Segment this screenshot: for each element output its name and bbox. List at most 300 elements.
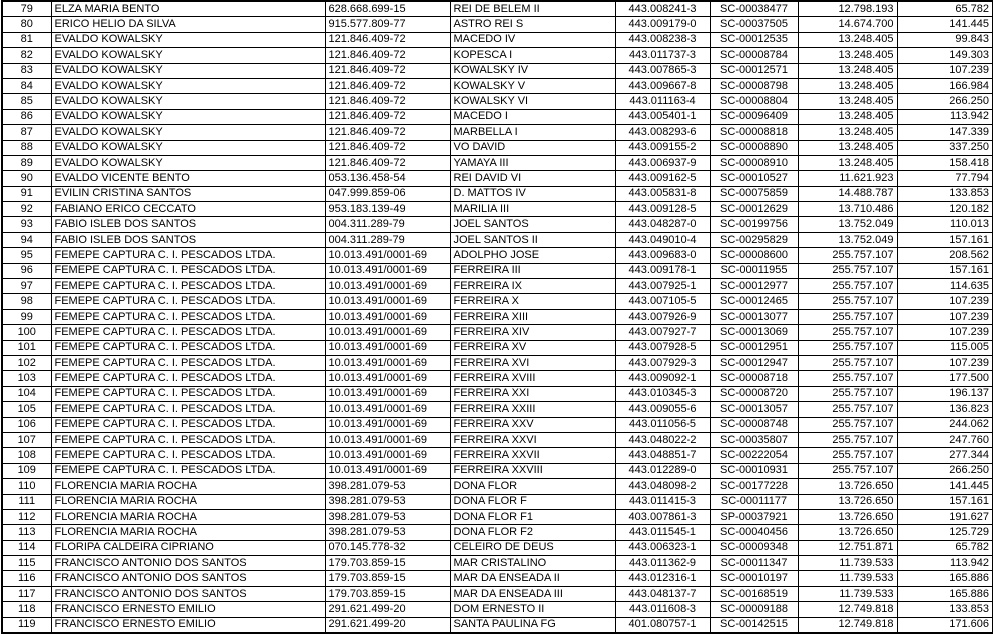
cell-tax-id: 10.013.491/0001-69 xyxy=(325,279,450,294)
cell-amount-2: 125.729 xyxy=(897,525,993,540)
table-row xyxy=(2,432,993,447)
cell-state-code: SC-00295829 xyxy=(710,232,798,247)
cell-amount-1: 13.248.405 xyxy=(798,94,897,109)
cell-state-code: SC-00009188 xyxy=(710,602,798,617)
cell-amount-2: 107.239 xyxy=(897,294,993,309)
table-row xyxy=(2,463,993,478)
cell-owner-name: FLORENCIA MARIA ROCHA xyxy=(51,494,325,509)
cell-row-number: 84 xyxy=(2,78,51,93)
cell-owner-name: EVALDO KOWALSKY xyxy=(51,140,325,155)
cell-owner-name: FEMEPE CAPTURA C. I. PESCADOS LTDA. xyxy=(51,463,325,478)
cell-row-number: 82 xyxy=(2,48,51,63)
cell-amount-1: 13.726.650 xyxy=(798,509,897,524)
cell-tax-id: 121.846.409-72 xyxy=(325,109,450,124)
cell-registration-number: 443.012289-0 xyxy=(615,463,710,478)
cell-amount-1: 13.726.650 xyxy=(798,494,897,509)
cell-registration-number: 443.008238-3 xyxy=(615,32,710,47)
cell-owner-name: FEMEPE CAPTURA C. I. PESCADOS LTDA. xyxy=(51,386,325,401)
table-row xyxy=(2,63,993,78)
cell-owner-name: FEMEPE CAPTURA C. I. PESCADOS LTDA. xyxy=(51,263,325,278)
cell-tax-id: 121.846.409-72 xyxy=(325,125,450,140)
cell-amount-2: 157.161 xyxy=(897,494,993,509)
cell-amount-1: 13.248.405 xyxy=(798,78,897,93)
cell-tax-id: 10.013.491/0001-69 xyxy=(325,294,450,309)
cell-amount-2: 208.562 xyxy=(897,248,993,263)
table-row xyxy=(2,217,993,232)
cell-owner-name: EVALDO KOWALSKY xyxy=(51,78,325,93)
cell-tax-id: 004.311.289-79 xyxy=(325,232,450,247)
table-row xyxy=(2,263,993,278)
cell-amount-2: 65.782 xyxy=(897,1,993,17)
cell-tax-id: 121.846.409-72 xyxy=(325,155,450,170)
cell-amount-1: 255.757.107 xyxy=(798,417,897,432)
cell-amount-2: 157.161 xyxy=(897,232,993,247)
cell-amount-2: 133.853 xyxy=(897,186,993,201)
cell-registration-number: 443.007929-3 xyxy=(615,355,710,370)
table-row xyxy=(2,309,993,324)
cell-amount-1: 13.248.405 xyxy=(798,32,897,47)
cell-state-code: SC-00013069 xyxy=(710,325,798,340)
cell-owner-name: FEMEPE CAPTURA C. I. PESCADOS LTDA. xyxy=(51,355,325,370)
cell-amount-2: 77.794 xyxy=(897,171,993,186)
cell-amount-1: 255.757.107 xyxy=(798,248,897,263)
cell-owner-name: FEMEPE CAPTURA C. I. PESCADOS LTDA. xyxy=(51,294,325,309)
cell-vessel-name: KOWALSKY IV xyxy=(450,63,615,78)
cell-vessel-name: REI DAVID VI xyxy=(450,171,615,186)
cell-tax-id: 10.013.491/0001-69 xyxy=(325,417,450,432)
cell-tax-id: 10.013.491/0001-69 xyxy=(325,448,450,463)
cell-amount-2: 113.942 xyxy=(897,109,993,124)
table-row xyxy=(2,48,993,63)
cell-amount-2: 177.500 xyxy=(897,371,993,386)
cell-state-code: SC-00012535 xyxy=(710,32,798,47)
cell-state-code: SC-00168519 xyxy=(710,586,798,601)
table-row xyxy=(2,109,993,124)
cell-owner-name: FEMEPE CAPTURA C. I. PESCADOS LTDA. xyxy=(51,340,325,355)
cell-registration-number: 443.011737-3 xyxy=(615,48,710,63)
cell-row-number: 119 xyxy=(2,617,51,633)
cell-registration-number: 443.011415-3 xyxy=(615,494,710,509)
cell-amount-1: 12.749.818 xyxy=(798,617,897,633)
cell-amount-2: 266.250 xyxy=(897,94,993,109)
cell-tax-id: 10.013.491/0001-69 xyxy=(325,386,450,401)
cell-amount-1: 12.798.193 xyxy=(798,1,897,17)
cell-registration-number: 443.005401-1 xyxy=(615,109,710,124)
table-row xyxy=(2,602,993,617)
cell-owner-name: FEMEPE CAPTURA C. I. PESCADOS LTDA. xyxy=(51,448,325,463)
cell-vessel-name: FERREIRA XIII xyxy=(450,309,615,324)
cell-row-number: 90 xyxy=(2,171,51,186)
cell-row-number: 114 xyxy=(2,540,51,555)
cell-row-number: 91 xyxy=(2,186,51,201)
cell-state-code: SC-00142515 xyxy=(710,617,798,633)
table-row xyxy=(2,340,993,355)
cell-registration-number: 443.009162-5 xyxy=(615,171,710,186)
cell-registration-number: 443.009683-0 xyxy=(615,248,710,263)
cell-amount-2: 107.239 xyxy=(897,325,993,340)
cell-tax-id: 121.846.409-72 xyxy=(325,140,450,155)
cell-tax-id: 179.703.859-15 xyxy=(325,571,450,586)
cell-tax-id: 121.846.409-72 xyxy=(325,78,450,93)
cell-amount-1: 12.751.871 xyxy=(798,540,897,555)
cell-vessel-name: MAR DA ENSEADA II xyxy=(450,571,615,586)
cell-vessel-name: DONA FLOR F xyxy=(450,494,615,509)
cell-owner-name: EVALDO KOWALSKY xyxy=(51,63,325,78)
cell-registration-number: 443.006323-1 xyxy=(615,540,710,555)
cell-amount-2: 107.239 xyxy=(897,355,993,370)
cell-registration-number: 443.011056-5 xyxy=(615,417,710,432)
cell-registration-number: 443.007926-9 xyxy=(615,309,710,324)
cell-row-number: 102 xyxy=(2,355,51,370)
cell-registration-number: 443.009092-1 xyxy=(615,371,710,386)
cell-state-code: SC-00010527 xyxy=(710,171,798,186)
table-row xyxy=(2,1,993,17)
table-row xyxy=(2,94,993,109)
cell-owner-name: FABIANO ERICO CECCATO xyxy=(51,202,325,217)
cell-tax-id: 10.013.491/0001-69 xyxy=(325,248,450,263)
cell-amount-2: 107.239 xyxy=(897,309,993,324)
cell-amount-2: 113.942 xyxy=(897,556,993,571)
cell-row-number: 81 xyxy=(2,32,51,47)
cell-state-code: SC-00012571 xyxy=(710,63,798,78)
cell-amount-1: 255.757.107 xyxy=(798,279,897,294)
cell-amount-2: 244.062 xyxy=(897,417,993,432)
cell-state-code: SC-00040456 xyxy=(710,525,798,540)
cell-vessel-name: FERREIRA III xyxy=(450,263,615,278)
cell-registration-number: 443.011545-1 xyxy=(615,525,710,540)
cell-amount-1: 13.726.650 xyxy=(798,479,897,494)
cell-registration-number: 443.005831-8 xyxy=(615,186,710,201)
cell-row-number: 115 xyxy=(2,556,51,571)
cell-amount-1: 255.757.107 xyxy=(798,294,897,309)
table-row xyxy=(2,586,993,601)
table-row xyxy=(2,155,993,170)
cell-tax-id: 121.846.409-72 xyxy=(325,63,450,78)
cell-state-code: SC-00008720 xyxy=(710,386,798,401)
cell-registration-number: 443.010345-3 xyxy=(615,386,710,401)
table-row xyxy=(2,617,993,633)
cell-row-number: 116 xyxy=(2,571,51,586)
cell-row-number: 93 xyxy=(2,217,51,232)
table-row xyxy=(2,355,993,370)
cell-owner-name: EVALDO KOWALSKY xyxy=(51,155,325,170)
cell-vessel-name: FERREIRA XXVI xyxy=(450,432,615,447)
cell-tax-id: 10.013.491/0001-69 xyxy=(325,309,450,324)
cell-owner-name: FLORIPA CALDEIRA CIPRIANO xyxy=(51,540,325,555)
cell-amount-1: 14.674.700 xyxy=(798,17,897,32)
cell-state-code: SC-00012977 xyxy=(710,279,798,294)
cell-vessel-name: DONA FLOR F2 xyxy=(450,525,615,540)
cell-registration-number: 443.011608-3 xyxy=(615,602,710,617)
cell-vessel-name: FERREIRA XIV xyxy=(450,325,615,340)
cell-tax-id: 047.999.859-06 xyxy=(325,186,450,201)
cell-amount-2: 114.635 xyxy=(897,279,993,294)
cell-state-code: SC-00012947 xyxy=(710,355,798,370)
cell-row-number: 99 xyxy=(2,309,51,324)
cell-amount-1: 13.248.405 xyxy=(798,48,897,63)
table-row xyxy=(2,186,993,201)
cell-state-code: SC-00012629 xyxy=(710,202,798,217)
cell-row-number: 113 xyxy=(2,525,51,540)
cell-registration-number: 443.048851-7 xyxy=(615,448,710,463)
cell-vessel-name: FERREIRA XV xyxy=(450,340,615,355)
table-row xyxy=(2,479,993,494)
cell-amount-2: 247.760 xyxy=(897,432,993,447)
cell-amount-2: 191.627 xyxy=(897,509,993,524)
cell-registration-number: 403.007861-3 xyxy=(615,509,710,524)
cell-tax-id: 004.311.289-79 xyxy=(325,217,450,232)
cell-amount-2: 141.445 xyxy=(897,479,993,494)
cell-row-number: 100 xyxy=(2,325,51,340)
cell-tax-id: 953.183.139-49 xyxy=(325,202,450,217)
cell-registration-number: 443.049010-4 xyxy=(615,232,710,247)
cell-owner-name: ERICO HELIO DA SILVA xyxy=(51,17,325,32)
cell-row-number: 97 xyxy=(2,279,51,294)
cell-row-number: 112 xyxy=(2,509,51,524)
cell-registration-number: 443.007928-5 xyxy=(615,340,710,355)
cell-owner-name: FRANCISCO ERNESTO EMILIO xyxy=(51,617,325,633)
cell-state-code: SC-00008890 xyxy=(710,140,798,155)
cell-state-code: SC-00199756 xyxy=(710,217,798,232)
table-row xyxy=(2,294,993,309)
cell-vessel-name: KOPESCA I xyxy=(450,48,615,63)
cell-amount-1: 13.726.650 xyxy=(798,525,897,540)
cell-vessel-name: FERREIRA X xyxy=(450,294,615,309)
cell-tax-id: 10.013.491/0001-69 xyxy=(325,371,450,386)
cell-vessel-name: MACEDO I xyxy=(450,109,615,124)
cell-amount-1: 255.757.107 xyxy=(798,263,897,278)
cell-owner-name: FLORENCIA MARIA ROCHA xyxy=(51,479,325,494)
table-row xyxy=(2,509,993,524)
cell-amount-1: 13.248.405 xyxy=(798,155,897,170)
cell-vessel-name: FERREIRA XVIII xyxy=(450,371,615,386)
cell-amount-2: 110.013 xyxy=(897,217,993,232)
cell-owner-name: FEMEPE CAPTURA C. I. PESCADOS LTDA. xyxy=(51,279,325,294)
cell-amount-1: 255.757.107 xyxy=(798,463,897,478)
cell-amount-1: 255.757.107 xyxy=(798,309,897,324)
cell-registration-number: 443.048287-0 xyxy=(615,217,710,232)
cell-tax-id: 628.668.699-15 xyxy=(325,1,450,17)
cell-tax-id: 10.013.491/0001-69 xyxy=(325,355,450,370)
cell-row-number: 94 xyxy=(2,232,51,247)
cell-owner-name: EVALDO KOWALSKY xyxy=(51,94,325,109)
table-row xyxy=(2,248,993,263)
cell-registration-number: 443.048022-2 xyxy=(615,432,710,447)
cell-amount-2: 149.303 xyxy=(897,48,993,63)
cell-amount-1: 255.757.107 xyxy=(798,448,897,463)
cell-owner-name: FRANCISCO ANTONIO DOS SANTOS xyxy=(51,571,325,586)
cell-vessel-name: MAR CRISTALINO xyxy=(450,556,615,571)
cell-state-code: SP-00037921 xyxy=(710,509,798,524)
cell-tax-id: 10.013.491/0001-69 xyxy=(325,325,450,340)
cell-vessel-name: FERREIRA IX xyxy=(450,279,615,294)
cell-row-number: 108 xyxy=(2,448,51,463)
cell-state-code: SC-00008910 xyxy=(710,155,798,170)
cell-state-code: SC-00075859 xyxy=(710,186,798,201)
cell-amount-2: 115.005 xyxy=(897,340,993,355)
cell-owner-name: EVALDO KOWALSKY xyxy=(51,125,325,140)
cell-registration-number: 443.009178-1 xyxy=(615,263,710,278)
cell-state-code: SC-00037505 xyxy=(710,17,798,32)
cell-amount-2: 266.250 xyxy=(897,463,993,478)
cell-registration-number: 443.011362-9 xyxy=(615,556,710,571)
cell-amount-1: 13.710.486 xyxy=(798,202,897,217)
cell-amount-2: 165.886 xyxy=(897,586,993,601)
cell-registration-number: 443.008241-3 xyxy=(615,1,710,17)
cell-row-number: 104 xyxy=(2,386,51,401)
table-row xyxy=(2,571,993,586)
cell-row-number: 80 xyxy=(2,17,51,32)
cell-registration-number: 443.009179-0 xyxy=(615,17,710,32)
cell-registration-number: 443.048137-7 xyxy=(615,586,710,601)
cell-owner-name: EVILIN CRISTINA SANTOS xyxy=(51,186,325,201)
table-row xyxy=(2,386,993,401)
cell-tax-id: 10.013.491/0001-69 xyxy=(325,402,450,417)
cell-tax-id: 398.281.079-53 xyxy=(325,525,450,540)
cell-row-number: 95 xyxy=(2,248,51,263)
cell-registration-number: 443.009155-2 xyxy=(615,140,710,155)
cell-vessel-name: DONA FLOR F1 xyxy=(450,509,615,524)
cell-amount-2: 171.606 xyxy=(897,617,993,633)
cell-owner-name: FEMEPE CAPTURA C. I. PESCADOS LTDA. xyxy=(51,309,325,324)
cell-tax-id: 10.013.491/0001-69 xyxy=(325,263,450,278)
cell-vessel-name: MAR DA ENSEADA III xyxy=(450,586,615,601)
table-row xyxy=(2,417,993,432)
cell-owner-name: FRANCISCO ANTONIO DOS SANTOS xyxy=(51,586,325,601)
cell-owner-name: EVALDO KOWALSKY xyxy=(51,48,325,63)
cell-row-number: 86 xyxy=(2,109,51,124)
cell-vessel-name: FERREIRA XXI xyxy=(450,386,615,401)
cell-state-code: SC-00222054 xyxy=(710,448,798,463)
table-row xyxy=(2,371,993,386)
cell-owner-name: FEMEPE CAPTURA C. I. PESCADOS LTDA. xyxy=(51,371,325,386)
table-row xyxy=(2,279,993,294)
cell-vessel-name: KOWALSKY VI xyxy=(450,94,615,109)
cell-state-code: SC-00008718 xyxy=(710,371,798,386)
cell-owner-name: EVALDO KOWALSKY xyxy=(51,32,325,47)
cell-vessel-name: FERREIRA XXV xyxy=(450,417,615,432)
cell-vessel-name: YAMAYA III xyxy=(450,155,615,170)
cell-state-code: SC-00011347 xyxy=(710,556,798,571)
cell-row-number: 101 xyxy=(2,340,51,355)
cell-registration-number: 443.007105-5 xyxy=(615,294,710,309)
cell-amount-1: 255.757.107 xyxy=(798,355,897,370)
cell-amount-2: 196.137 xyxy=(897,386,993,401)
cell-row-number: 92 xyxy=(2,202,51,217)
table-row xyxy=(2,125,993,140)
cell-owner-name: ELZA MARIA BENTO xyxy=(51,1,325,17)
cell-tax-id: 10.013.491/0001-69 xyxy=(325,340,450,355)
cell-amount-2: 136.823 xyxy=(897,402,993,417)
cell-owner-name: EVALDO VICENTE BENTO xyxy=(51,171,325,186)
cell-state-code: SC-00035807 xyxy=(710,432,798,447)
cell-amount-1: 255.757.107 xyxy=(798,325,897,340)
cell-vessel-name: MARBELLA I xyxy=(450,125,615,140)
vessel-registry-table xyxy=(1,0,993,634)
cell-state-code: SC-00011177 xyxy=(710,494,798,509)
cell-state-code: SC-00008818 xyxy=(710,125,798,140)
cell-registration-number: 443.006937-9 xyxy=(615,155,710,170)
cell-owner-name: FEMEPE CAPTURA C. I. PESCADOS LTDA. xyxy=(51,417,325,432)
cell-owner-name: FEMEPE CAPTURA C. I. PESCADOS LTDA. xyxy=(51,432,325,447)
cell-state-code: SC-00008784 xyxy=(710,48,798,63)
cell-amount-2: 165.886 xyxy=(897,571,993,586)
cell-row-number: 83 xyxy=(2,63,51,78)
cell-vessel-name: KOWALSKY V xyxy=(450,78,615,93)
cell-row-number: 117 xyxy=(2,586,51,601)
cell-state-code: SC-00008798 xyxy=(710,78,798,93)
cell-tax-id: 070.145.778-32 xyxy=(325,540,450,555)
cell-row-number: 106 xyxy=(2,417,51,432)
cell-amount-1: 13.752.049 xyxy=(798,232,897,247)
cell-amount-1: 13.248.405 xyxy=(798,125,897,140)
cell-amount-2: 141.445 xyxy=(897,17,993,32)
table-row xyxy=(2,540,993,555)
cell-owner-name: FEMEPE CAPTURA C. I. PESCADOS LTDA. xyxy=(51,248,325,263)
cell-state-code: SC-00013057 xyxy=(710,402,798,417)
cell-state-code: SC-00012951 xyxy=(710,340,798,355)
cell-amount-2: 337.250 xyxy=(897,140,993,155)
cell-state-code: SC-00038477 xyxy=(710,1,798,17)
cell-amount-1: 11.739.533 xyxy=(798,571,897,586)
cell-amount-2: 65.782 xyxy=(897,540,993,555)
table-row xyxy=(2,402,993,417)
cell-amount-2: 147.339 xyxy=(897,125,993,140)
cell-tax-id: 121.846.409-72 xyxy=(325,32,450,47)
table-row xyxy=(2,202,993,217)
cell-amount-2: 107.239 xyxy=(897,63,993,78)
cell-registration-number: 443.009055-6 xyxy=(615,402,710,417)
cell-state-code: SC-00012465 xyxy=(710,294,798,309)
cell-row-number: 89 xyxy=(2,155,51,170)
cell-tax-id: 291.621.499-20 xyxy=(325,617,450,633)
cell-row-number: 96 xyxy=(2,263,51,278)
cell-amount-2: 99.843 xyxy=(897,32,993,47)
cell-owner-name: FEMEPE CAPTURA C. I. PESCADOS LTDA. xyxy=(51,325,325,340)
cell-amount-1: 255.757.107 xyxy=(798,386,897,401)
cell-owner-name: FLORENCIA MARIA ROCHA xyxy=(51,525,325,540)
cell-tax-id: 10.013.491/0001-69 xyxy=(325,463,450,478)
cell-tax-id: 053.136.458-54 xyxy=(325,171,450,186)
cell-registration-number: 443.011163-4 xyxy=(615,94,710,109)
cell-tax-id: 398.281.079-53 xyxy=(325,509,450,524)
cell-vessel-name: MARILIA III xyxy=(450,202,615,217)
cell-amount-1: 255.757.107 xyxy=(798,402,897,417)
cell-tax-id: 398.281.079-53 xyxy=(325,494,450,509)
table-row xyxy=(2,140,993,155)
cell-amount-2: 120.182 xyxy=(897,202,993,217)
cell-row-number: 105 xyxy=(2,402,51,417)
cell-vessel-name: SANTA PAULINA FG xyxy=(450,617,615,633)
table-row xyxy=(2,232,993,247)
cell-row-number: 98 xyxy=(2,294,51,309)
cell-vessel-name: FERREIRA XVI xyxy=(450,355,615,370)
cell-amount-1: 11.739.533 xyxy=(798,586,897,601)
cell-vessel-name: DONA FLOR xyxy=(450,479,615,494)
cell-row-number: 107 xyxy=(2,432,51,447)
cell-vessel-name: ASTRO REI S xyxy=(450,17,615,32)
cell-row-number: 111 xyxy=(2,494,51,509)
table-row xyxy=(2,448,993,463)
cell-state-code: SC-00013077 xyxy=(710,309,798,324)
cell-state-code: SC-00009348 xyxy=(710,540,798,555)
table-row xyxy=(2,32,993,47)
cell-state-code: SC-00008804 xyxy=(710,94,798,109)
cell-vessel-name: FERREIRA XXIII xyxy=(450,402,615,417)
cell-state-code: SC-00008600 xyxy=(710,248,798,263)
cell-row-number: 88 xyxy=(2,140,51,155)
cell-amount-2: 158.418 xyxy=(897,155,993,170)
